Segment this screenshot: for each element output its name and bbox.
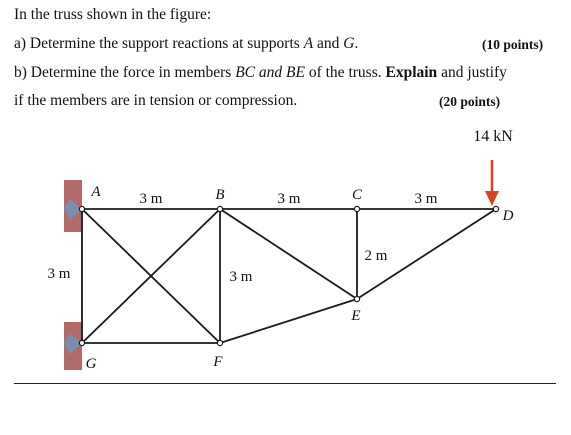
part-b-points: (20 points): [439, 94, 501, 109]
part-a-prefix: a) Determine the support reactions at supports: [14, 35, 304, 52]
dim-ce: 2 m: [364, 248, 388, 264]
part-b-mid: of the truss.: [304, 64, 386, 81]
joint-e: [354, 296, 359, 301]
dim-ab: 3 m: [139, 191, 163, 207]
node-label-b: B: [215, 187, 225, 203]
node-label-d: D: [502, 208, 514, 224]
node-label-e: E: [351, 308, 361, 324]
joint-b: [217, 206, 222, 211]
part-a-support-a: A: [303, 35, 314, 52]
member-fe: [220, 299, 357, 343]
joint-a: [79, 206, 84, 211]
part-b-prefix: b) Determine the force in members: [14, 64, 236, 81]
part-a-and: and: [313, 35, 344, 52]
dim-cd: 3 m: [414, 191, 438, 207]
node-label-c: C: [351, 187, 363, 203]
joint-c: [354, 206, 359, 211]
truss-members: [82, 209, 496, 343]
intro-text: In the truss shown in the figure:: [14, 6, 212, 23]
dim-ag: 3 m: [47, 266, 71, 282]
part-b-end: and justify: [437, 64, 507, 81]
load-label: 14 kN: [473, 128, 513, 145]
part-b-explain: Explain: [385, 64, 438, 81]
joint-f: [217, 340, 222, 345]
part-a-end: .: [354, 35, 359, 52]
part-a-points: (10 points): [482, 37, 544, 52]
part-b-line2: if the members are in tension or compression.: [14, 92, 298, 109]
dim-bc: 3 m: [277, 191, 301, 207]
load-arrow-head: [485, 191, 499, 206]
node-label-g: G: [85, 356, 97, 372]
node-label-f: F: [213, 354, 223, 370]
part-a-support-g: G: [343, 35, 355, 52]
node-label-a: A: [91, 184, 101, 200]
member-be: [220, 209, 357, 299]
part-b-members: BC and BE: [235, 64, 305, 81]
dim-bf: 3 m: [229, 269, 253, 285]
joint-d: [493, 206, 498, 211]
joint-g: [79, 340, 84, 345]
divider-rule: [14, 383, 556, 384]
